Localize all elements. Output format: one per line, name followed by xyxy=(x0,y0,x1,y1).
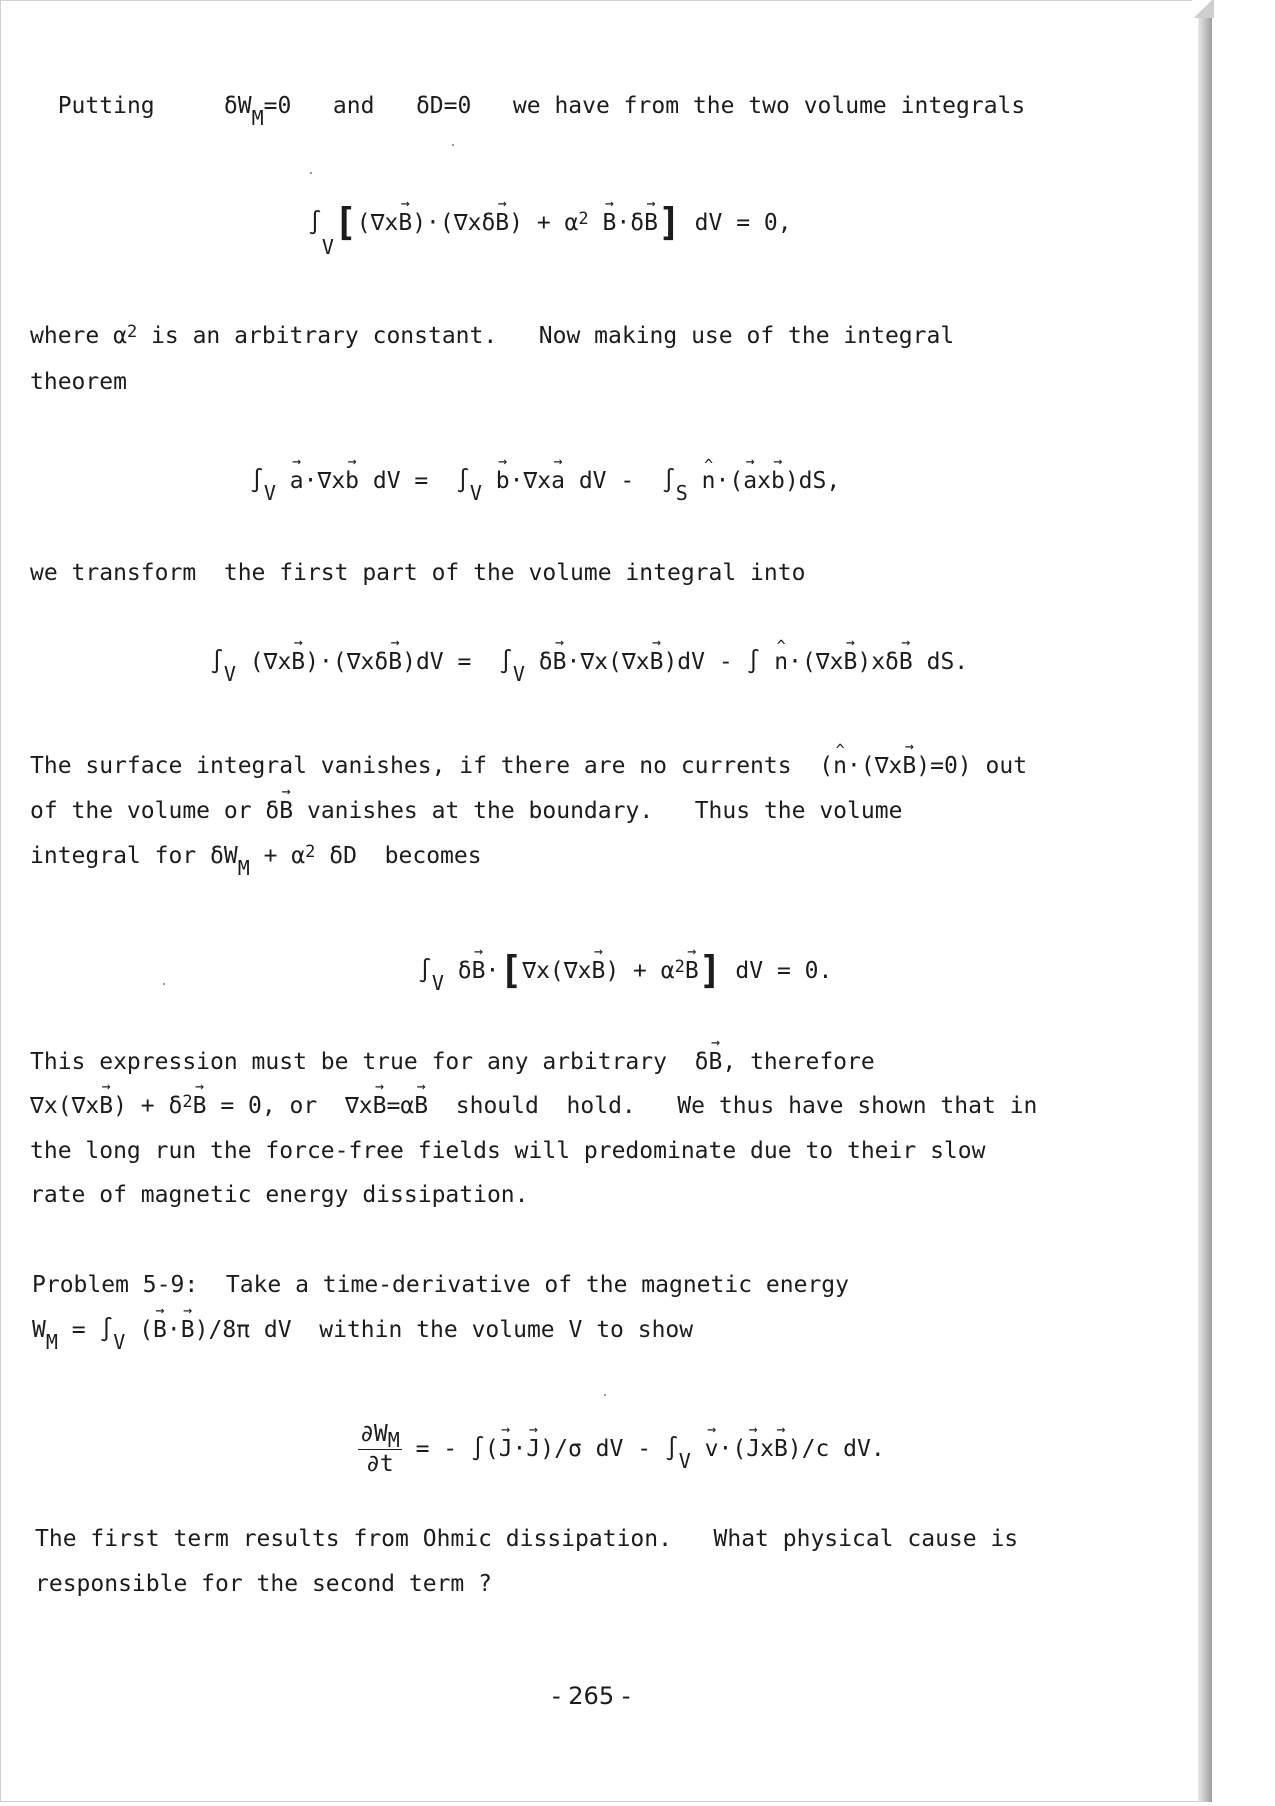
scan-speck xyxy=(452,144,454,146)
equation-transformed-integral: ∫V (∇x→ B)·(∇xδ→ B)dV = ∫V δ→ B·∇x(∇x→ B)dV - ∫ ^ n·(∇x→ B)xδ→ B dS. xyxy=(210,651,968,674)
text-line-expression-2: $\nabla x(\nabla x\to B) + \delta^2\to B = 0$, or ∇x→ B=α→ B should hold. We thus have shown that in xyxy=(30,1095,1037,1118)
text-line-ohmic-2: responsible for the second term ? xyxy=(35,1571,492,1597)
text-line-putting: Putting δWM=0 and δD=0 we have from the two volume integrals xyxy=(57,93,1026,130)
text-line-expression-1: This expression must be true for any arbitrary δ→ B, therefore xyxy=(30,1051,875,1074)
partial-fraction: $\frac{\partial WM}{\partial t}$ xyxy=(360,1421,400,1477)
text-line-expression-3: the long run the force-free fields will predominate due to their slow xyxy=(30,1138,986,1164)
surface-text-3: integral for xyxy=(30,843,197,869)
text-line-problem-1: Problem 5-9: Take a time-derivative of the magnetic energy xyxy=(32,1272,849,1298)
equation-integral-theorem: ∫V → a·∇x→ b dV = ∫V → b·∇x→ a dV - ∫S ^ n·(→ ax→ b)dS, xyxy=(250,470,840,493)
surface-text-2: of the volume or xyxy=(30,798,252,824)
scan-speck xyxy=(310,172,312,174)
problem-text-2-tail: within the volume V to show xyxy=(319,1317,694,1343)
text-line-ohmic-1: The first term results from Ohmic dissipation. What physical cause is xyxy=(35,1526,1019,1552)
surface-text-1: The surface integral vanishes, if there are no currents xyxy=(30,753,792,779)
equation-energy-derivative: $\frac{\partial WM}{\partial t}$ = - ∫(→ J·→ J)/σ dV - ∫V → v·(→ Jx→ B)/c dV. xyxy=(358,1423,885,1476)
text-line-surface-1: The surface integral vanishes, if there are no currents (^ n·(∇x→ B)=0) out xyxy=(30,755,1027,778)
text-line-expression-4: rate of magnetic energy dissipation. xyxy=(30,1182,529,1208)
page-corner-fold xyxy=(1192,0,1214,18)
putting-tail: we have from the two volume integrals xyxy=(512,93,1026,119)
equation-force-free-condition: ∫V $\delta\to B\cdot[\nabla x(\nabla x\to B) + \alpha^2\to B]$ dV = 0. xyxy=(418,946,832,984)
text-line-surface-3: integral for $\delta WM + \alpha^2$ δD becomes xyxy=(30,842,482,880)
page-number: - 265 - xyxy=(552,1682,631,1710)
text-line-transform: we transform the first part of the volume integral into xyxy=(30,560,806,586)
text-line-surface-2: of the volume or δ→ B vanishes at the boundary. Thus the volume xyxy=(30,800,902,823)
surface-text-2-tail: vanishes at the boundary. Thus the volume xyxy=(306,798,903,824)
equation-volume-integral: $\int V[(\nabla x\to B)\cdot(\nabla x\delta\to B) + \alpha^2 \to B\cdot\delta\to B]$ dV = 0, xyxy=(308,198,792,236)
expression-text-1-tail: , therefore xyxy=(722,1049,875,1075)
scan-speck xyxy=(163,983,165,985)
and-word: and xyxy=(332,93,375,119)
text-line-theorem: theorem xyxy=(30,369,127,395)
expression-text-2-tail: should hold. We thus have shown that in xyxy=(455,1093,1038,1119)
expression-text-1: This expression must be true for any arbitrary xyxy=(30,1049,667,1075)
scan-speck xyxy=(604,1394,606,1396)
surface-text-1-tail: out xyxy=(985,753,1028,779)
text-line-problem-2: WM = ∫V (→ B·→ B)/8π dV within the volume V to show xyxy=(32,1319,693,1342)
where-text: is an arbitrary constant. Now making use of the integral xyxy=(151,323,955,349)
text-line-where: where $\alpha^2$ is an arbitrary constant. Now making use of the integral xyxy=(30,322,955,349)
page-edge-shadow xyxy=(1198,4,1212,1802)
surface-text-3-tail: becomes xyxy=(384,843,482,869)
putting-word: Putting xyxy=(57,93,155,119)
